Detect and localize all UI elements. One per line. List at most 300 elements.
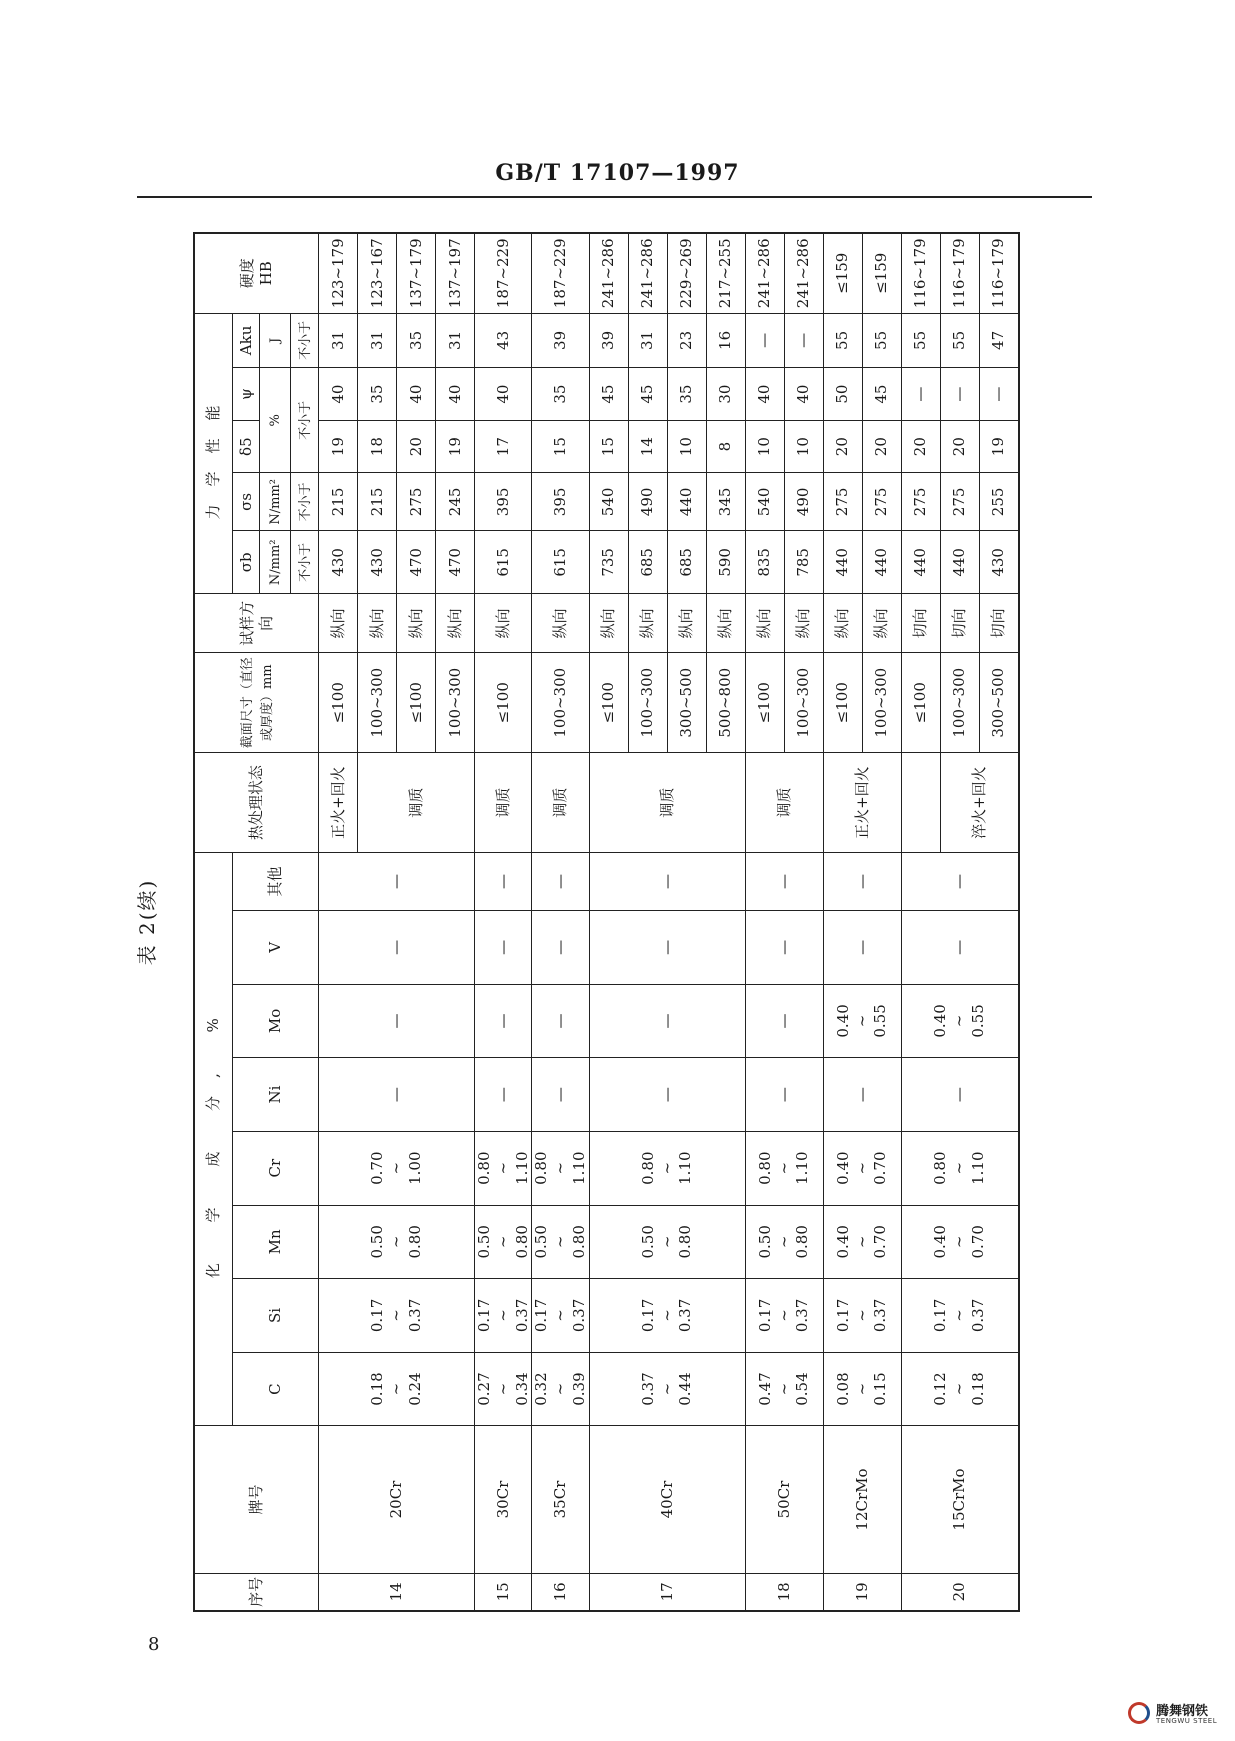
chem-si-cell [823,1279,901,1353]
sigma-s-cell: 275 [940,473,979,531]
direction-cell: 纵向 [319,594,358,653]
chem-value-line: 1.00 [405,1151,424,1185]
chem-si-cell [745,1279,823,1353]
chem-cr-cell [532,1131,589,1205]
hardness-cell: 241~286 [784,233,823,313]
header-seq: 序号 [194,1573,319,1611]
chem-mn-cell [823,1205,901,1279]
page-number: 8 [148,1634,160,1655]
sigma-b-cell: 615 [475,531,532,594]
sigma-b-cell: 835 [745,531,784,594]
psi-cell: 45 [628,368,667,421]
grade-cell: 40Cr [589,1426,745,1573]
chem-value-line: ~ [950,1161,969,1175]
section-cell: 100~300 [628,653,667,753]
aku-cell: 39 [589,313,628,368]
chem-value-line: 0.80 [793,1225,812,1259]
sigma-s-cell: 395 [532,473,589,531]
chem-value-line: 0.47 [755,1372,774,1406]
sigma-b-cell: 430 [319,531,358,594]
aku-cell: 31 [319,313,358,368]
chem-value-line: 0.18 [968,1372,987,1406]
chem-value-line: ~ [852,1235,871,1249]
delta5-cell: 19 [436,420,475,473]
chem-ni-cell: — [901,1058,1019,1132]
chem-mn-cell [745,1205,823,1279]
seq-cell: 17 [589,1573,745,1611]
sigma-b-cell: 470 [397,531,436,594]
header-section-size: 截面尺寸（直径或厚度）mm [194,653,319,753]
header-unit-ss: N/mm² [260,473,291,531]
direction-cell: 纵向 [745,594,784,653]
seq-cell: 15 [475,1573,532,1611]
sigma-s-cell: 275 [823,473,862,531]
aku-cell: 31 [436,313,475,368]
chem-other-cell: — [532,853,589,911]
table-body [319,233,1019,1611]
header-hb-label: HB [256,261,275,286]
aku-cell: 55 [862,313,901,368]
hardness-cell: 116~179 [979,233,1019,313]
aku-cell: 16 [706,313,745,368]
chem-value-line: ~ [774,1161,793,1175]
section-cell: ≤100 [397,653,436,753]
delta5-cell: 10 [667,420,706,473]
chem-value-line: 0.80 [475,1151,493,1185]
chem-value-line: 0.80 [569,1225,588,1259]
chem-value-line: 1.10 [512,1151,531,1185]
chem-value-line: ~ [950,1309,969,1322]
table-row [532,233,589,1611]
section-cell: 100~300 [532,653,589,753]
chem-value-line: ~ [657,1235,676,1249]
chem-value-line: 0.37 [638,1372,657,1406]
sigma-b-cell: 615 [532,531,589,594]
chem-value-line: 0.37 [512,1298,531,1333]
grade-cell: 20Cr [319,1426,475,1573]
table-row [823,233,862,1611]
psi-cell: 30 [706,368,745,421]
heat-treatment-cell [901,753,940,853]
chem-value-line: ~ [551,1382,569,1396]
chem-mo-cell [901,984,1019,1058]
header-heat-treatment: 热处理状态 [194,753,319,853]
header-other: 其他 [233,853,319,911]
chem-mo-cell: — [319,984,475,1058]
header-mo: Mo [233,984,319,1058]
chem-v-cell: — [589,911,745,985]
chem-value-line: 0.32 [532,1372,551,1406]
chem-value-line: 0.08 [833,1372,852,1406]
chem-si-cell [901,1279,1019,1353]
sigma-s-cell: 215 [358,473,397,531]
chem-v-cell: — [319,911,475,985]
chem-v-cell: — [823,911,901,985]
chem-value-line: 0.37 [676,1298,695,1333]
chem-value-line: 0.80 [638,1151,657,1185]
psi-cell: — [901,368,940,421]
header-aku: Aku [233,313,260,368]
section-cell: ≤100 [589,653,628,753]
chem-c-cell [745,1352,823,1426]
psi-cell: 35 [532,368,589,421]
standard-code: GB/T 17107—1997 [495,160,740,186]
table-caption: 表 2(续) [135,878,159,966]
sigma-s-cell: 275 [862,473,901,531]
header-grade: 牌号 [194,1426,319,1573]
direction-cell: 切向 [901,594,940,653]
heat-treatment-cell: 调质 [745,753,823,853]
header-hardness [194,233,319,313]
chem-value-line: 0.27 [475,1372,493,1406]
seq-cell: 18 [745,1573,823,1611]
table-row [901,233,940,1611]
section-cell: 300~500 [979,653,1019,753]
chem-value-line: 0.80 [532,1151,551,1185]
direction-cell: 纵向 [532,594,589,653]
delta5-cell: 20 [397,420,436,473]
chem-mn-cell [475,1205,532,1279]
chem-si-cell [532,1279,589,1353]
delta5-cell: 15 [589,420,628,473]
chem-value-line: ~ [551,1161,569,1175]
delta5-cell: 20 [940,420,979,473]
chem-value-line: 0.17 [638,1298,657,1333]
chem-v-cell: — [532,911,589,985]
chem-cr-cell [901,1131,1019,1205]
section-cell: ≤100 [319,653,358,753]
chem-value-line: 0.55 [871,1004,890,1038]
direction-cell: 纵向 [358,594,397,653]
direction-cell: 切向 [979,594,1019,653]
chem-other-cell: — [589,853,745,911]
sigma-b-cell: 735 [589,531,628,594]
heat-treatment-cell: 淬火+回火 [940,753,1019,853]
sigma-b-cell: 470 [436,531,475,594]
section-cell: 100~300 [358,653,397,753]
section-cell: 100~300 [940,653,979,753]
heat-treatment-cell: 正火+回火 [319,753,358,853]
chem-value-line: 0.39 [569,1372,588,1406]
direction-cell: 纵向 [706,594,745,653]
hardness-cell: 241~286 [628,233,667,313]
direction-cell: 纵向 [862,594,901,653]
chem-c-cell [589,1352,745,1426]
chem-value-line: ~ [657,1161,676,1175]
chem-value-line: ~ [551,1235,569,1249]
chem-value-line: 0.37 [569,1298,588,1333]
chem-value-line: ~ [774,1235,793,1249]
header-unit-pct: % [260,368,291,473]
chem-value-line: ~ [774,1382,793,1396]
delta5-cell: 17 [475,420,532,473]
table-row [745,233,784,1611]
chem-other-cell: — [319,853,475,911]
direction-cell: 纵向 [589,594,628,653]
chem-v-cell: — [475,911,532,985]
chem-other-cell: — [745,853,823,911]
chem-value-line: 0.70 [871,1225,890,1259]
section-cell: 100~300 [862,653,901,753]
chem-ni-cell: — [532,1058,589,1132]
chem-value-line: 0.17 [475,1298,493,1333]
chem-value-line: 0.18 [368,1372,387,1406]
header-unit-j: J [260,313,291,368]
chem-value-line: 0.17 [931,1298,950,1333]
heat-treatment-cell: 调质 [589,753,745,853]
hardness-cell: 187~229 [532,233,589,313]
chem-value-line: ~ [852,1309,871,1322]
chem-value-line: ~ [387,1382,406,1396]
chem-value-line: ~ [493,1161,512,1175]
direction-cell: 切向 [940,594,979,653]
chem-value-line: 0.40 [833,1225,852,1259]
chem-value-line: 0.80 [676,1225,695,1259]
chem-value-line: 1.10 [676,1151,695,1185]
section-cell: 100~300 [436,653,475,753]
chem-si-cell [475,1279,532,1353]
chem-value-line: 1.10 [793,1151,812,1185]
chem-value-line: 0.24 [405,1372,424,1406]
psi-cell: 40 [436,368,475,421]
hardness-cell: ≤159 [862,233,901,313]
chem-c-cell [319,1352,475,1426]
header-chem-group: 化 学 成 分, % [194,853,233,1426]
direction-cell: 纵向 [628,594,667,653]
header-rule [137,196,1092,198]
psi-cell: — [979,368,1019,421]
chem-c-cell [475,1352,532,1426]
chem-value-line: 0.50 [475,1225,493,1259]
grade-cell: 12CrMo [823,1426,901,1573]
delta5-cell: 14 [628,420,667,473]
hardness-cell: 116~179 [940,233,979,313]
hardness-cell: 137~197 [436,233,475,313]
chem-value-line: 0.17 [532,1298,551,1333]
chem-value-line: 0.70 [968,1225,987,1259]
chem-value-line: 0.55 [968,1004,987,1038]
aku-cell: 31 [358,313,397,368]
sigma-s-cell: 490 [784,473,823,531]
psi-cell: 40 [784,368,823,421]
chem-value-line: ~ [387,1235,406,1249]
logo-en: TENGWU STEEL [1156,1717,1218,1725]
header-sigma-s: σs [233,473,260,531]
chem-mo-cell: — [589,984,745,1058]
header-c: C [233,1352,319,1426]
sigma-s-cell: 255 [979,473,1019,531]
delta5-cell: 20 [901,420,940,473]
chem-value-line: ~ [657,1309,676,1322]
chem-value-line: ~ [493,1235,512,1249]
header-min-ss: 不小于 [291,473,319,531]
chem-c-cell [823,1352,901,1426]
chem-ni-cell: — [745,1058,823,1132]
sigma-s-cell: 540 [745,473,784,531]
chem-value-line: ~ [493,1382,512,1396]
chem-value-line: ~ [950,1014,969,1028]
header-ni: Ni [233,1058,319,1132]
chem-c-cell [901,1352,1019,1426]
hardness-cell: 229~269 [667,233,706,313]
chem-other-cell: — [901,853,1019,911]
chem-c-cell [532,1352,589,1426]
chem-other-cell: — [823,853,901,911]
chem-value-line: 0.80 [405,1225,424,1259]
section-cell: ≤100 [901,653,940,753]
header-mn: Mn [233,1205,319,1279]
chem-value-line: 0.44 [676,1372,695,1406]
section-cell: ≤100 [745,653,784,753]
header-delta5: δ5 [233,420,260,473]
chem-cr-cell [745,1131,823,1205]
delta5-cell: 8 [706,420,745,473]
hardness-cell: 241~286 [589,233,628,313]
psi-cell: 35 [358,368,397,421]
hardness-cell: ≤159 [823,233,862,313]
hardness-cell: 241~286 [745,233,784,313]
sigma-b-cell: 685 [628,531,667,594]
chem-mo-cell: — [745,984,823,1058]
section-cell: ≤100 [823,653,862,753]
chem-value-line: 1.10 [968,1151,987,1185]
aku-cell: 35 [397,313,436,368]
psi-cell: 50 [823,368,862,421]
delta5-cell: 10 [784,420,823,473]
steel-properties-table [193,232,1020,1612]
chem-value-line: ~ [551,1309,569,1322]
aku-cell: 43 [475,313,532,368]
sigma-s-cell: 345 [706,473,745,531]
sigma-b-cell: 785 [784,531,823,594]
chem-value-line: 0.12 [931,1372,950,1406]
sigma-s-cell: 275 [901,473,940,531]
direction-cell: 纵向 [667,594,706,653]
aku-cell: 39 [532,313,589,368]
chem-value-line: 0.50 [368,1225,387,1259]
header-psi: ψ [233,368,260,421]
chem-value-line: 0.80 [931,1151,950,1185]
sigma-s-cell: 275 [397,473,436,531]
chem-value-line: 0.50 [755,1225,774,1259]
header-cr: Cr [233,1131,319,1205]
chem-value-line: 0.40 [833,1004,852,1038]
chem-value-line: ~ [774,1309,793,1322]
direction-cell: 纵向 [784,594,823,653]
header-mech-group: 力学性能 [194,313,233,594]
section-cell: ≤100 [475,653,532,753]
chem-value-line: 1.10 [569,1151,588,1185]
logo-mark-icon [1128,1702,1150,1724]
grade-cell: 15CrMo [901,1426,1019,1573]
chem-value-line: 0.37 [871,1298,890,1333]
grade-cell: 30Cr [475,1426,532,1573]
header-sigma-b: σb [233,531,260,594]
sigma-b-cell: 440 [901,531,940,594]
chem-value-line: ~ [387,1161,406,1175]
grade-cell: 35Cr [532,1426,589,1573]
delta5-cell: 15 [532,420,589,473]
hardness-cell: 123~179 [319,233,358,313]
chem-value-line: 0.40 [833,1151,852,1185]
aku-cell: 55 [940,313,979,368]
table-row [589,233,628,1611]
header-min-pct: 不小于 [291,368,319,473]
delta5-cell: 19 [319,420,358,473]
grade-cell: 50Cr [745,1426,823,1573]
chem-value-line: ~ [852,1014,871,1028]
logo-cn: 腾舞钢铁 [1156,1704,1209,1719]
sigma-b-cell: 685 [667,531,706,594]
chem-ni-cell: — [319,1058,475,1132]
aku-cell: 47 [979,313,1019,368]
sigma-s-cell: 215 [319,473,358,531]
delta5-cell: 20 [862,420,901,473]
psi-cell: — [940,368,979,421]
header-min-j: 不小于 [291,313,319,368]
chem-ni-cell: — [475,1058,532,1132]
psi-cell: 40 [397,368,436,421]
chem-value-line: 0.17 [833,1298,852,1333]
chem-value-line: 0.17 [755,1298,774,1333]
chem-other-cell: — [475,853,532,911]
psi-cell: 40 [319,368,358,421]
direction-cell: 纵向 [823,594,862,653]
section-cell: 300~500 [667,653,706,753]
chem-value-line: ~ [493,1309,512,1322]
chem-cr-cell [319,1131,475,1205]
chem-si-cell [319,1279,475,1353]
chem-value-line: 0.80 [755,1151,774,1185]
tengwu-logo [1128,1700,1235,1730]
sigma-b-cell: 440 [940,531,979,594]
delta5-cell: 10 [745,420,784,473]
delta5-cell: 19 [979,420,1019,473]
table-row [475,233,532,1611]
chem-cr-cell [823,1131,901,1205]
chem-value-line: 0.40 [931,1225,950,1259]
chem-value-line: ~ [950,1235,969,1249]
header-unit-sb: N/mm² [260,531,291,594]
sigma-b-cell: 440 [862,531,901,594]
chem-mn-cell [589,1205,745,1279]
rotated-table-area [135,232,1043,1612]
psi-cell: 40 [475,368,532,421]
chem-value-line: 0.70 [368,1151,387,1185]
table-row [319,233,358,1611]
sigma-s-cell: 440 [667,473,706,531]
hardness-cell: 116~179 [901,233,940,313]
header-direction: 试样方向 [194,594,319,653]
direction-cell: 纵向 [436,594,475,653]
chem-mo-cell: — [475,984,532,1058]
psi-cell: 45 [589,368,628,421]
chem-mn-cell [901,1205,1019,1279]
hardness-cell: 217~255 [706,233,745,313]
chem-cr-cell [475,1131,532,1205]
seq-cell: 19 [823,1573,901,1611]
section-cell: 100~300 [784,653,823,753]
delta5-cell: 20 [823,420,862,473]
chem-value-line: 0.80 [512,1225,531,1259]
sigma-b-cell: 430 [979,531,1019,594]
chem-value-line: 0.17 [368,1298,387,1333]
chem-value-line: 0.54 [793,1372,812,1406]
heat-treatment-cell: 调质 [475,753,532,853]
heat-treatment-cell: 调质 [358,753,475,853]
hardness-cell: 187~229 [475,233,532,313]
chem-value-line: 0.37 [405,1298,424,1333]
